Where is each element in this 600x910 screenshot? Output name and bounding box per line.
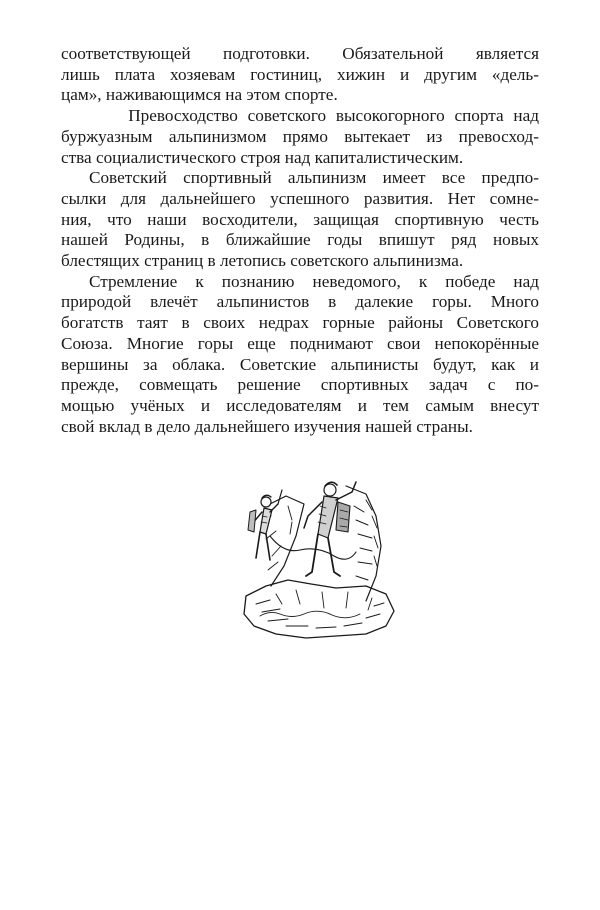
- paragraph-3: [61, 168, 539, 272]
- text-line: Стремление к познанию неведомого, к победе над: [89, 271, 539, 291]
- text-line: прежде, совмещать решение спортивных задач с по-: [61, 375, 539, 395]
- text-line: соответствующей подготовки. Обязательной является: [61, 44, 539, 63]
- climbers-illustration: [226, 476, 398, 641]
- text-line: сылки для дальнейшего успешного развития. Нет сомне-: [61, 188, 539, 208]
- text-line: природой влечёт альпинистов в далекие горы. Много: [61, 292, 539, 312]
- text-line: ния, что наши восходители, защищая спортивную честь: [61, 209, 539, 229]
- paragraph-4: [61, 272, 539, 438]
- paragraph-2: [61, 106, 539, 168]
- text-line: богатств таят в своих недрах горные районы Советского: [61, 313, 539, 333]
- text-line: Союза. Многие горы еще поднимают свои непокорённые: [61, 333, 539, 353]
- body-text: [61, 44, 539, 437]
- text-line: лишь плата хозяевам гостиниц, хижин и другим «дель-: [61, 64, 539, 84]
- text-line: Превосходство советского высокогорного спорта над: [89, 106, 539, 126]
- text-line: вершины за облака. Советские альпинисты будут, как и: [61, 354, 539, 374]
- text-line: нашей Родины, в ближайшие годы впишут ряд новых: [61, 230, 539, 250]
- paragraph-1: [61, 44, 539, 106]
- text-line: ства социалистического строя над капиталистическим.: [61, 147, 464, 167]
- text-line: буржуазным альпинизмом прямо вытекает из превосход-: [61, 126, 539, 146]
- text-line: блестящих страниц в летопись советского альпинизма.: [61, 251, 464, 271]
- text-line: цам», наживающимся на этом спорте.: [61, 85, 338, 105]
- text-line: свой вклад в дело дальнейшего изучения нашей страны.: [61, 416, 473, 436]
- text-line: Советский спортивный альпинизм имеет все предпо-: [89, 168, 539, 188]
- climbers-on-rock-icon: [226, 476, 398, 641]
- text-line: мощью учёных и исследователям и тем самым внесут: [61, 395, 539, 415]
